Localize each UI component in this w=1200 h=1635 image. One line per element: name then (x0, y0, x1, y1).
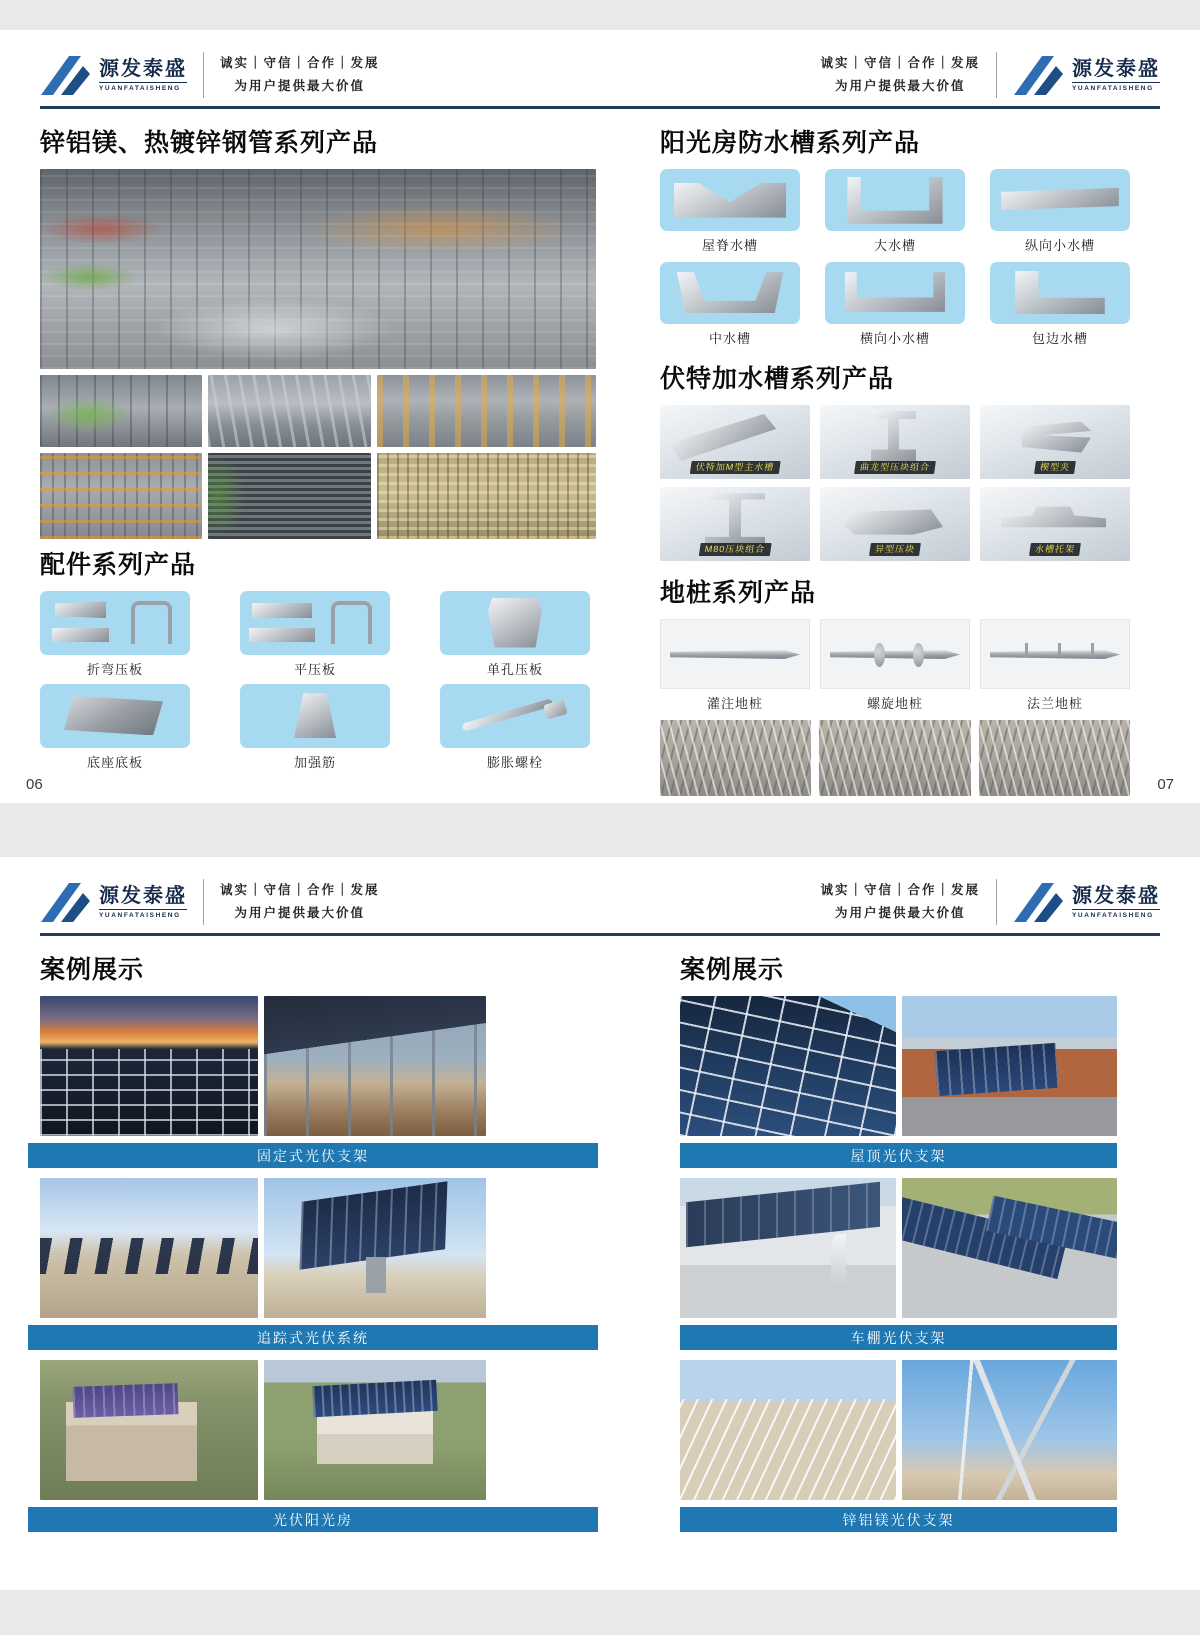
product-card-base-plate (40, 684, 190, 771)
pile-illustration (830, 650, 960, 659)
photo-village-rooftop-pv (264, 1360, 486, 1500)
cad-label: 水槽托架 (1029, 543, 1081, 556)
section-title-accessories: 配件系列产品 (40, 551, 197, 580)
part-illustration (462, 698, 554, 732)
section-title-cases: 案例展示 (680, 956, 785, 985)
brand-name: 源发泰盛 (99, 57, 187, 80)
brand-logo-text (1072, 59, 1160, 92)
product-image-middle-trough (660, 262, 800, 324)
trough-profile-illustration (845, 272, 946, 312)
photo-square-tube-stack (208, 453, 370, 539)
brand-block-right (820, 52, 1160, 98)
pile-illustration (990, 650, 1120, 659)
brand-slogan (820, 879, 980, 925)
brand-logo-icon (40, 880, 92, 924)
case-caption-bar: 固定式光伏支架 (28, 1143, 598, 1168)
cad-image-special-clamp (820, 487, 970, 561)
cad-part-illustration (667, 412, 779, 465)
case-caption-bar: 追踪式光伏系统 (28, 1325, 598, 1350)
section-title-ground-piles: 地桩系列产品 (660, 579, 817, 608)
product-image-ridge-trough (660, 169, 800, 231)
product-card-expansion-bolt (440, 684, 590, 771)
part-illustration (52, 628, 109, 642)
product-card-flat-plate (240, 591, 390, 678)
product-caption: 折弯压板 (86, 662, 143, 678)
header-divider (203, 52, 204, 98)
product-card-screw-pile (820, 619, 970, 712)
product-image-bend-plate (40, 591, 190, 655)
cad-part-illustration (1022, 422, 1091, 453)
case-block-znalmg-mount (680, 1360, 1117, 1532)
product-card-stiffener (240, 684, 390, 771)
photo-warehouse-aisle (377, 375, 596, 447)
product-image-longitudinal-small-trough (990, 169, 1130, 231)
product-card-ridge-trough (660, 169, 800, 254)
brand-slogan (220, 52, 380, 98)
helix-disc (874, 643, 885, 667)
brand-slogan (820, 52, 980, 98)
pile-illustration (670, 650, 800, 659)
cad-part-illustration (1001, 506, 1106, 536)
page-header (40, 52, 1160, 98)
case-page-right (680, 948, 1117, 1542)
case-block-roof-mount (680, 996, 1117, 1168)
cad-image-wedge-clip (980, 405, 1130, 479)
brand-name-en: YUANFATAISHENG (1072, 909, 1160, 919)
product-image-base-plate (40, 684, 190, 748)
part-illustration (55, 601, 106, 618)
brand-logo (1013, 53, 1160, 97)
cad-image-trough-bracket (980, 487, 1130, 561)
cad-label: M80压块组合 (699, 543, 771, 556)
header-rule (40, 933, 1160, 936)
photo-grouting-pile (660, 619, 810, 689)
slogan-line-2: 为用户提供最大价值 (234, 906, 366, 921)
product-card-longitudinal-small-trough (990, 169, 1130, 254)
photo-factory-workshop-overview (40, 169, 596, 369)
catalog-spread-06-07 (0, 30, 1200, 803)
photo-under-panel-structure (264, 996, 486, 1136)
page-number-07: 07 (1157, 776, 1174, 793)
slogan-line-1: 诚实｜守信｜合作｜发展 (220, 883, 380, 897)
photo-tube-mill-line (40, 375, 202, 447)
case-photo-row (680, 1360, 1117, 1500)
brand-name: 源发泰盛 (99, 884, 187, 907)
photo-carport-canopy (680, 1178, 896, 1318)
product-image-single-hole-plate (440, 591, 590, 655)
case-caption-bar: 屋顶光伏支架 (680, 1143, 1117, 1168)
case-caption-bar: 车棚光伏支架 (680, 1325, 1117, 1350)
part-illustration (249, 628, 315, 642)
product-card-edge-trough (990, 262, 1130, 347)
brand-name-en: YUANFATAISHENG (99, 909, 187, 919)
pile-fin (1091, 643, 1094, 657)
slogan-line-1: 诚实｜守信｜合作｜发展 (820, 56, 980, 70)
product-caption: 法兰地桩 (1026, 696, 1083, 712)
case-page-left (40, 948, 596, 1542)
product-caption: 包边水槽 (1031, 331, 1088, 347)
product-caption: 螺旋地桩 (866, 696, 923, 712)
trough-profile-illustration (677, 272, 783, 313)
product-card-large-trough (825, 169, 965, 254)
brand-name: 源发泰盛 (1072, 884, 1160, 907)
cad-image-clamp-assembly (820, 405, 970, 479)
page-06 (40, 121, 596, 796)
brand-block-right (820, 879, 1160, 925)
part-illustration (488, 598, 542, 648)
pile-fin (1058, 643, 1061, 657)
brand-logo-text (99, 886, 187, 919)
photo-red-roof-array (902, 996, 1118, 1136)
trough-profile-illustration (847, 177, 942, 224)
cad-label: 曲龙型压块组合 (854, 461, 936, 474)
product-caption: 大水槽 (873, 238, 916, 254)
case-block-fixed-mount (40, 996, 596, 1168)
section-title-vote-trough: 伏特加水槽系列产品 (660, 365, 895, 394)
photo-rooftop-sunroom-aerial (40, 1360, 258, 1500)
case-caption-bar: 锌铝镁光伏支架 (680, 1507, 1117, 1532)
brand-logo (40, 880, 187, 924)
photo-flange-pile (980, 619, 1130, 689)
product-caption: 膨胀螺栓 (486, 755, 543, 771)
cad-part-illustration (844, 509, 943, 534)
product-card-bend-plate (40, 591, 190, 678)
cad-label: 异型压块 (869, 543, 921, 556)
section-title-pipes: 锌铝镁、热镀锌钢管系列产品 (40, 129, 379, 158)
product-image-large-trough (825, 169, 965, 231)
pile-grid (660, 619, 1130, 712)
header-divider (203, 879, 204, 925)
cad-image-main-trough (660, 405, 810, 479)
photo-tracker-array-field (40, 1178, 258, 1318)
part-illustration (64, 696, 163, 736)
photo-pitched-roof-array (680, 996, 896, 1136)
cad-label: 伏特加M型主水槽 (690, 461, 780, 474)
photo-coil-storage-yard (40, 453, 202, 539)
product-card-grouting-pile (660, 619, 810, 712)
brand-logo (1013, 880, 1160, 924)
helix-disc (913, 643, 924, 667)
brand-logo-text (1072, 886, 1160, 919)
product-caption: 底座底板 (86, 755, 143, 771)
spread-body (40, 121, 1160, 796)
photo-row (40, 453, 596, 539)
vote-trough-grid (660, 405, 1130, 561)
pile-bundle-photo-row (660, 720, 1130, 796)
brand-logo-icon (40, 53, 92, 97)
slogan-line-2: 为用户提供最大价值 (834, 906, 966, 921)
photo-roller-conveyor-line (208, 375, 370, 447)
case-photo-row (40, 1360, 486, 1500)
product-caption: 屋脊水槽 (701, 238, 758, 254)
product-caption: 加强筋 (293, 755, 336, 771)
u-bolt-illustration (131, 601, 172, 643)
u-bolt-illustration (331, 601, 372, 643)
page-header (40, 879, 1160, 925)
product-image-stiffener (240, 684, 390, 748)
case-photo-row (680, 1178, 1117, 1318)
section-title-cases: 案例展示 (40, 956, 145, 985)
photo-screw-pile (820, 619, 970, 689)
part-illustration (294, 693, 336, 738)
pile-fin (1025, 643, 1028, 657)
slogan-line-1: 诚实｜守信｜合作｜发展 (820, 883, 980, 897)
photo-solar-farm-sunset (40, 996, 258, 1136)
case-block-pv-sunroom (40, 1360, 596, 1532)
photo-single-axis-tracker (264, 1178, 486, 1318)
spread-body (40, 948, 1160, 1542)
header-rule (40, 106, 1160, 109)
brand-name: 源发泰盛 (1072, 57, 1160, 80)
slogan-line-2: 为用户提供最大价值 (834, 79, 966, 94)
photo-mount-frame-closeup (902, 1360, 1118, 1500)
product-card-flange-pile (980, 619, 1130, 712)
page-07 (660, 121, 1130, 796)
product-image-expansion-bolt (440, 684, 590, 748)
product-caption: 横向小水槽 (859, 331, 930, 347)
brand-slogan (220, 879, 380, 925)
photo-ground-mount-rows (680, 1360, 896, 1500)
section-title-waterproof-trough: 阳光房防水槽系列产品 (660, 129, 921, 158)
trough-profile-illustration (1015, 271, 1105, 314)
product-card-transverse-small-trough (825, 262, 965, 347)
cad-part-illustration (871, 411, 916, 466)
photo-row (40, 375, 596, 447)
page-number-06: 06 (26, 776, 43, 793)
cad-image-m80-assembly (660, 487, 810, 561)
product-caption: 单孔压板 (486, 662, 543, 678)
catalog-spread-cases (0, 857, 1200, 1590)
product-card-middle-trough (660, 262, 800, 347)
case-block-carport-mount (680, 1178, 1117, 1350)
slogan-line-2: 为用户提供最大价值 (234, 79, 366, 94)
photo-stacked-pile-bundles (660, 720, 811, 796)
photo-stacked-pile-bundles (819, 720, 970, 796)
product-image-edge-trough (990, 262, 1130, 324)
slogan-line-1: 诚实｜守信｜合作｜发展 (220, 56, 380, 70)
accessories-grid (40, 591, 596, 771)
header-divider (996, 879, 997, 925)
case-photo-row (680, 996, 1117, 1136)
photo-carport-rows-aerial (902, 1178, 1118, 1318)
case-photo-row (40, 996, 486, 1136)
cad-label: 楔型夹 (1034, 461, 1076, 474)
product-card-single-hole-plate (440, 591, 590, 678)
brand-block-left (40, 52, 380, 98)
photo-stacked-pile-bundles (979, 720, 1130, 796)
product-caption: 灌注地桩 (706, 696, 763, 712)
brand-block-left (40, 879, 380, 925)
trough-grid (660, 169, 1130, 347)
brand-name-en: YUANFATAISHENG (99, 82, 187, 92)
part-illustration (252, 603, 312, 618)
trough-profile-illustration (674, 183, 786, 218)
product-image-flat-plate (240, 591, 390, 655)
brand-logo (40, 53, 187, 97)
product-caption: 中水槽 (708, 331, 751, 347)
product-caption: 纵向小水槽 (1024, 238, 1095, 254)
brand-logo-text (99, 59, 187, 92)
header-divider (996, 52, 997, 98)
trough-profile-illustration (1001, 188, 1119, 210)
brand-name-en: YUANFATAISHENG (1072, 82, 1160, 92)
brand-logo-icon (1013, 880, 1065, 924)
case-photo-row (40, 1178, 486, 1318)
spread-gap (0, 803, 1200, 857)
product-image-transverse-small-trough (825, 262, 965, 324)
case-caption-bar: 光伏阳光房 (28, 1507, 598, 1532)
cad-part-illustration (705, 493, 765, 546)
case-block-tracker-system (40, 1178, 596, 1350)
brand-logo-icon (1013, 53, 1065, 97)
product-caption: 平压板 (293, 662, 336, 678)
photo-steel-tube-bundles (377, 453, 596, 539)
